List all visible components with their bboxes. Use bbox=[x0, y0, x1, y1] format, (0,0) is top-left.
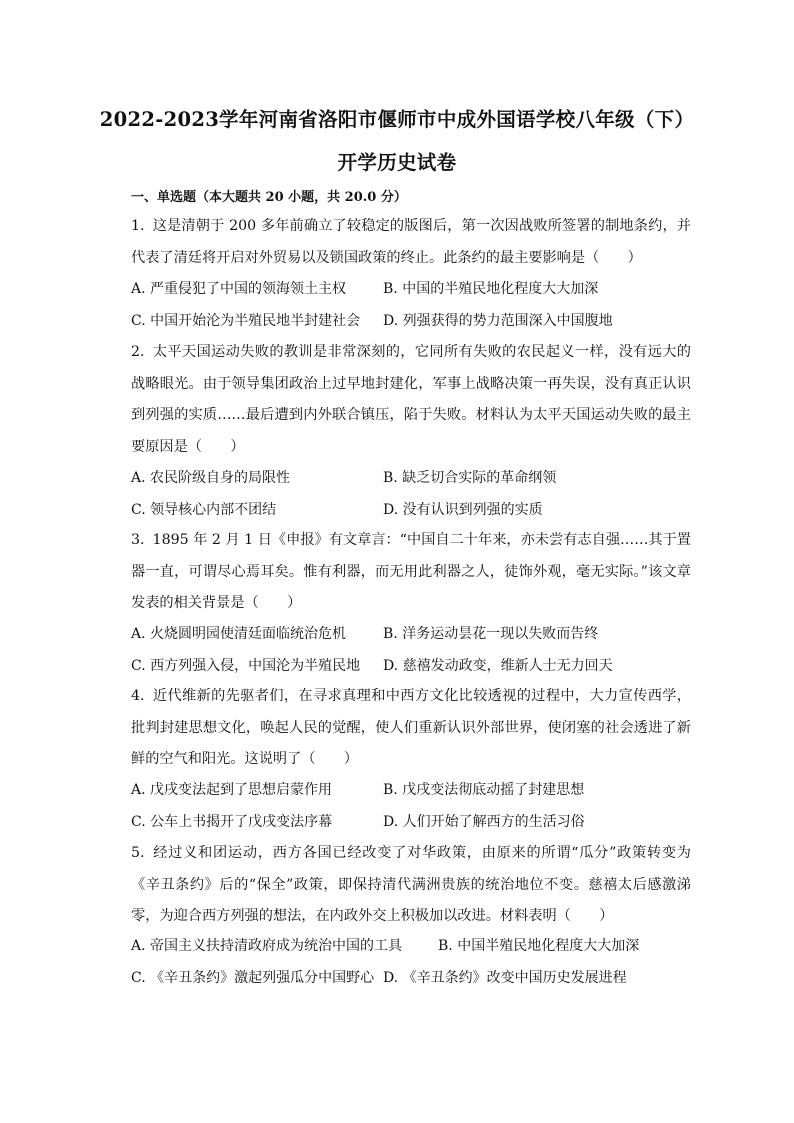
option-d[interactable]: D. 慈禧发动政变，维新人士无力回天 bbox=[383, 657, 613, 674]
question-3-options bbox=[131, 619, 691, 682]
option-b[interactable]: B. 戊戌变法彻底动摇了封建思想 bbox=[383, 782, 585, 798]
question-2-stem bbox=[131, 337, 691, 463]
option-c[interactable]: C. 中国开始沦为半殖民地半封建社会 bbox=[131, 312, 361, 329]
option-row bbox=[131, 931, 691, 963]
option-a[interactable]: A. 戊戌变法起到了思想启蒙作用 bbox=[131, 782, 333, 798]
option-row bbox=[131, 963, 691, 995]
option-d[interactable]: D. 列强获得的势力范围深入中国腹地 bbox=[383, 312, 613, 329]
question-5-options bbox=[131, 931, 691, 994]
question-number: 1. bbox=[131, 218, 145, 234]
option-a[interactable]: A. 帝国主义扶持清政府成为统治中国的工具 bbox=[131, 938, 403, 954]
question-number: 5. bbox=[131, 845, 145, 861]
option-row bbox=[131, 274, 691, 306]
question-text: 太平天国运动失败的教训是非常深刻的，它同所有失败的农民起义一样，没有远大的战略眼光。由于领导集团政治上过早地封建化，军事上战略决策一再失误，没有真正认识到列强的实质……最后遭到内外联合镇压，陷于失败。材料认为太平天国运动失败的最主要原因是（ ） bbox=[131, 344, 691, 455]
exam-subtitle: 开学历史试卷 bbox=[337, 151, 457, 174]
option-row bbox=[131, 463, 691, 495]
option-b[interactable]: B. 洋务运动昙花一现以失败而告终 bbox=[383, 626, 599, 642]
question-4-options bbox=[131, 775, 691, 838]
question-number: 2. bbox=[131, 344, 145, 360]
option-c[interactable]: C. 公车上书揭开了戊戌变法序幕 bbox=[131, 813, 333, 830]
option-b[interactable]: B. 中国半殖民地化程度大大加深 bbox=[438, 938, 640, 954]
question-text: 1895 年 2 月 1 日《申报》有文章言：“中国自二十年来，亦未尝有志自强……其于置器一直，可谓尽心焉耳矣。惟有利器，而无用此利器之人，徒饰外观，毫无实际。”该文章发表的相关背景是（ ） bbox=[131, 532, 691, 611]
option-d[interactable]: D. 人们开始了解西方的生活习俗 bbox=[383, 813, 585, 830]
option-d[interactable]: D. 没有认识到列强的实质 bbox=[383, 501, 543, 518]
option-row bbox=[131, 775, 691, 807]
option-d[interactable]: D. 《辛丑条约》改变中国历史发展进程 bbox=[383, 969, 627, 986]
option-row bbox=[131, 807, 691, 839]
option-row bbox=[131, 619, 691, 651]
option-c[interactable]: C. 西方列强入侵，中国沦为半殖民地 bbox=[131, 657, 361, 674]
question-1-stem bbox=[131, 211, 691, 274]
option-a[interactable]: A. 严重侵犯了中国的领海领土主权 bbox=[131, 281, 347, 297]
exam-title: 2022-2023学年河南省洛阳市偃师市中成外国语学校八年级（下） bbox=[99, 108, 695, 131]
question-number: 4. bbox=[131, 688, 145, 704]
option-c[interactable]: C. 《辛丑条约》激起列强瓜分中国野心 bbox=[131, 969, 375, 986]
option-a[interactable]: A. 农民阶级自身的局限性 bbox=[131, 470, 291, 486]
option-row bbox=[131, 495, 691, 527]
question-text: 近代维新的先驱者们，在寻求真理和中西方文化比较透视的过程中，大力宣传西学，批判封建思想文化，唤起人民的觉醒，使人们重新认识外部世界，使闭塞的社会透进了新鲜的空气和阳光。这说明了（ ） bbox=[131, 688, 691, 767]
question-4-stem bbox=[131, 681, 691, 776]
question-text: 经过义和团运动，西方各国已经改变了对华政策，由原来的所谓“瓜分”政策转变为《辛丑条约》后的“保全”政策，即保持清代满洲贵族的统治地位不变。慈禧太后感激涕零，为迎合西方列强的想法，在内政外交上积极加以改进。材料表明（ ） bbox=[131, 845, 691, 924]
question-5-stem bbox=[131, 838, 691, 933]
option-a[interactable]: A. 火烧圆明园使清廷面临统治危机 bbox=[131, 626, 347, 642]
question-1-options bbox=[131, 274, 691, 337]
option-c[interactable]: C. 领导核心内部不团结 bbox=[131, 501, 277, 518]
option-b[interactable]: B. 缺乏切合实际的革命纲领 bbox=[383, 470, 557, 486]
option-row bbox=[131, 651, 691, 683]
option-row bbox=[131, 306, 691, 338]
question-2-options bbox=[131, 463, 691, 526]
question-3-stem bbox=[131, 525, 691, 620]
question-text: 这是清朝于 200 多年前确立了较稳定的版图后，第一次因战败所签署的制地条约，并代表了清廷将开启对外贸易以及锁国政策的终止。此条约的最主要影响是（ ） bbox=[131, 218, 691, 266]
option-b[interactable]: B. 中国的半殖民地化程度大大加深 bbox=[383, 281, 599, 297]
question-number: 3. bbox=[131, 532, 145, 548]
section-heading: 一、单选题（本大题共 20 小题，共 20.0 分） bbox=[131, 190, 407, 205]
